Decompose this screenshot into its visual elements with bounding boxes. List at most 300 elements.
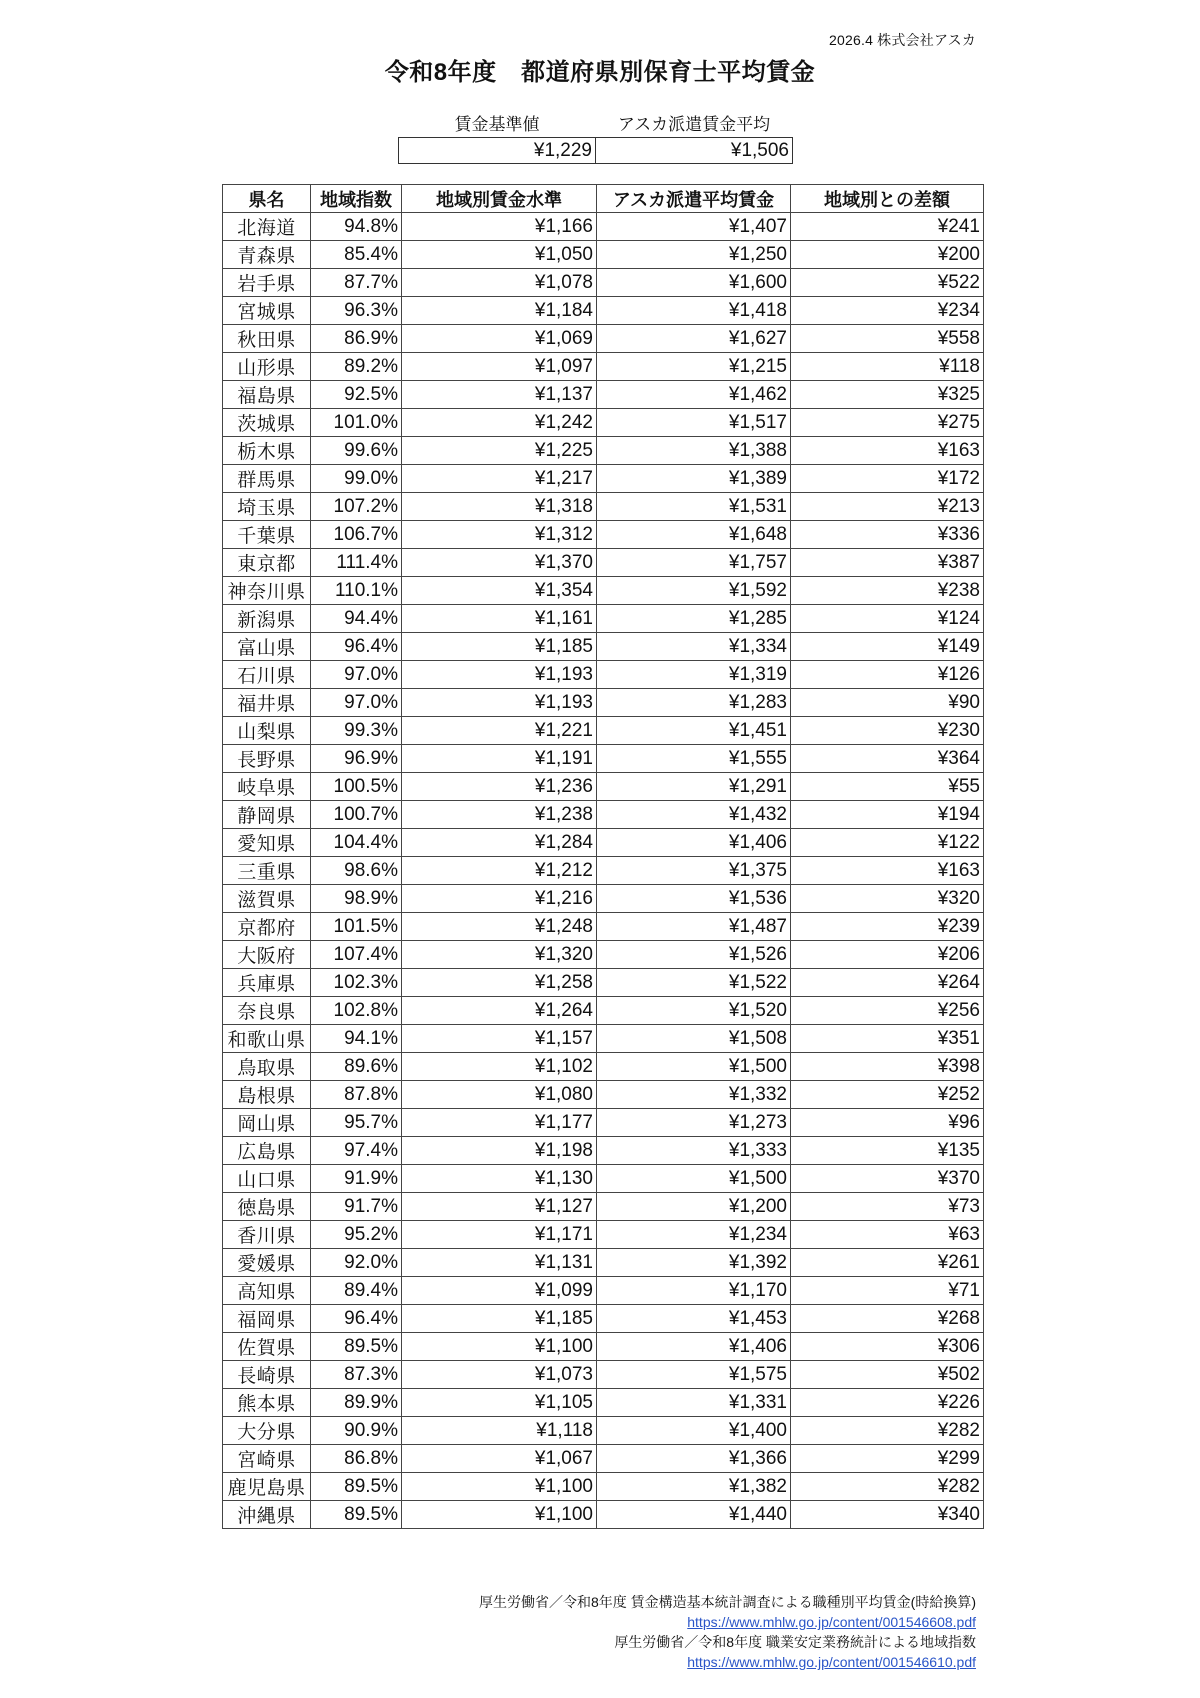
table-row bbox=[223, 1221, 984, 1249]
prefecture-cell: 岩手県 bbox=[223, 269, 311, 297]
prefecture-cell: 愛知県 bbox=[223, 829, 311, 857]
source-link-1[interactable]: https://www.mhlw.go.jp/content/001546608.pdf bbox=[687, 1614, 976, 1630]
regional-index-cell: 89.9% bbox=[311, 1389, 402, 1417]
difference-cell: ¥502 bbox=[791, 1361, 984, 1389]
regional-index-cell: 106.7% bbox=[311, 521, 402, 549]
regional-wage-cell: ¥1,212 bbox=[402, 857, 597, 885]
difference-cell: ¥122 bbox=[791, 829, 984, 857]
difference-cell: ¥336 bbox=[791, 521, 984, 549]
difference-cell: ¥261 bbox=[791, 1249, 984, 1277]
prefecture-cell: 徳島県 bbox=[223, 1193, 311, 1221]
difference-cell: ¥558 bbox=[791, 325, 984, 353]
table-row bbox=[223, 521, 984, 549]
table-row bbox=[223, 941, 984, 969]
table-row bbox=[223, 1445, 984, 1473]
regional-wage-cell: ¥1,157 bbox=[402, 1025, 597, 1053]
regional-wage-cell: ¥1,354 bbox=[402, 577, 597, 605]
summary-label-average: アスカ派遣賃金平均 bbox=[617, 115, 771, 134]
table-row bbox=[223, 969, 984, 997]
difference-cell: ¥299 bbox=[791, 1445, 984, 1473]
regional-wage-cell: ¥1,131 bbox=[402, 1249, 597, 1277]
table-row bbox=[223, 773, 984, 801]
regional-index-cell: 104.4% bbox=[311, 829, 402, 857]
regional-index-cell: 97.0% bbox=[311, 689, 402, 717]
asuka-wage-cell: ¥1,627 bbox=[597, 325, 791, 353]
regional-wage-cell: ¥1,099 bbox=[402, 1277, 597, 1305]
regional-index-cell: 100.5% bbox=[311, 773, 402, 801]
regional-index-cell: 98.6% bbox=[311, 857, 402, 885]
asuka-wage-cell: ¥1,366 bbox=[597, 1445, 791, 1473]
table-header-row bbox=[223, 185, 984, 213]
prefecture-cell: 香川県 bbox=[223, 1221, 311, 1249]
regional-wage-cell: ¥1,284 bbox=[402, 829, 597, 857]
regional-index-cell: 89.5% bbox=[311, 1333, 402, 1361]
prefecture-cell: 埼玉県 bbox=[223, 493, 311, 521]
regional-index-cell: 99.6% bbox=[311, 437, 402, 465]
difference-cell: ¥398 bbox=[791, 1053, 984, 1081]
regional-index-cell: 101.0% bbox=[311, 409, 402, 437]
asuka-wage-cell: ¥1,389 bbox=[597, 465, 791, 493]
prefecture-cell: 栃木県 bbox=[223, 437, 311, 465]
prefecture-cell: 神奈川県 bbox=[223, 577, 311, 605]
table-row bbox=[223, 381, 984, 409]
prefecture-cell: 長崎県 bbox=[223, 1361, 311, 1389]
regional-index-cell: 87.7% bbox=[311, 269, 402, 297]
regional-index-cell: 101.5% bbox=[311, 913, 402, 941]
table-row bbox=[223, 241, 984, 269]
asuka-wage-cell: ¥1,250 bbox=[597, 241, 791, 269]
difference-cell: ¥268 bbox=[791, 1305, 984, 1333]
asuka-wage-cell: ¥1,291 bbox=[597, 773, 791, 801]
asuka-wage-cell: ¥1,331 bbox=[597, 1389, 791, 1417]
regional-index-cell: 89.6% bbox=[311, 1053, 402, 1081]
difference-cell: ¥264 bbox=[791, 969, 984, 997]
regional-wage-cell: ¥1,127 bbox=[402, 1193, 597, 1221]
column-header-regional-index: 地域指数 bbox=[311, 185, 402, 213]
asuka-wage-cell: ¥1,332 bbox=[597, 1081, 791, 1109]
asuka-wage-cell: ¥1,319 bbox=[597, 661, 791, 689]
regional-wage-cell: ¥1,067 bbox=[402, 1445, 597, 1473]
regional-index-cell: 111.4% bbox=[311, 549, 402, 577]
asuka-wage-cell: ¥1,375 bbox=[597, 857, 791, 885]
regional-wage-cell: ¥1,137 bbox=[402, 381, 597, 409]
regional-wage-cell: ¥1,097 bbox=[402, 353, 597, 381]
difference-cell: ¥230 bbox=[791, 717, 984, 745]
prefecture-cell: 山梨県 bbox=[223, 717, 311, 745]
asuka-wage-cell: ¥1,526 bbox=[597, 941, 791, 969]
regional-index-cell: 110.1% bbox=[311, 577, 402, 605]
prefecture-cell: 千葉県 bbox=[223, 521, 311, 549]
regional-index-cell: 85.4% bbox=[311, 241, 402, 269]
regional-wage-cell: ¥1,166 bbox=[402, 213, 597, 241]
difference-cell: ¥73 bbox=[791, 1193, 984, 1221]
prefecture-cell: 山口県 bbox=[223, 1165, 311, 1193]
difference-cell: ¥234 bbox=[791, 297, 984, 325]
summary-value-base: ¥1,229 bbox=[399, 138, 596, 164]
asuka-wage-cell: ¥1,600 bbox=[597, 269, 791, 297]
regional-index-cell: 97.4% bbox=[311, 1137, 402, 1165]
difference-cell: ¥252 bbox=[791, 1081, 984, 1109]
table-row bbox=[223, 1249, 984, 1277]
prefecture-cell: 福島県 bbox=[223, 381, 311, 409]
regional-wage-cell: ¥1,312 bbox=[402, 521, 597, 549]
regional-wage-cell: ¥1,050 bbox=[402, 241, 597, 269]
regional-wage-cell: ¥1,236 bbox=[402, 773, 597, 801]
prefecture-cell: 鳥取県 bbox=[223, 1053, 311, 1081]
table-row bbox=[223, 885, 984, 913]
regional-index-cell: 91.9% bbox=[311, 1165, 402, 1193]
prefecture-cell: 兵庫県 bbox=[223, 969, 311, 997]
regional-wage-cell: ¥1,238 bbox=[402, 801, 597, 829]
table-row bbox=[223, 353, 984, 381]
table-row bbox=[223, 213, 984, 241]
prefecture-cell: 福井県 bbox=[223, 689, 311, 717]
regional-wage-cell: ¥1,069 bbox=[402, 325, 597, 353]
table-row bbox=[223, 1361, 984, 1389]
regional-index-cell: 96.4% bbox=[311, 1305, 402, 1333]
table-row bbox=[223, 1473, 984, 1501]
regional-wage-cell: ¥1,100 bbox=[402, 1473, 597, 1501]
prefecture-cell: 宮崎県 bbox=[223, 1445, 311, 1473]
regional-index-cell: 99.3% bbox=[311, 717, 402, 745]
difference-cell: ¥370 bbox=[791, 1165, 984, 1193]
asuka-wage-cell: ¥1,170 bbox=[597, 1277, 791, 1305]
table-row bbox=[223, 1305, 984, 1333]
regional-index-cell: 96.4% bbox=[311, 633, 402, 661]
regional-index-cell: 107.4% bbox=[311, 941, 402, 969]
difference-cell: ¥239 bbox=[791, 913, 984, 941]
regional-wage-cell: ¥1,258 bbox=[402, 969, 597, 997]
difference-cell: ¥149 bbox=[791, 633, 984, 661]
regional-index-cell: 102.8% bbox=[311, 997, 402, 1025]
asuka-wage-cell: ¥1,215 bbox=[597, 353, 791, 381]
regional-wage-cell: ¥1,185 bbox=[402, 1305, 597, 1333]
regional-wage-cell: ¥1,198 bbox=[402, 1137, 597, 1165]
difference-cell: ¥126 bbox=[791, 661, 984, 689]
asuka-wage-cell: ¥1,555 bbox=[597, 745, 791, 773]
asuka-wage-cell: ¥1,334 bbox=[597, 633, 791, 661]
source-note-1: 厚生労働省／令和8年度 賃金構造基本統計調査による職種別平均賃金(時給換算) bbox=[479, 1594, 976, 1610]
asuka-wage-cell: ¥1,234 bbox=[597, 1221, 791, 1249]
regional-index-cell: 91.7% bbox=[311, 1193, 402, 1221]
regional-index-cell: 92.5% bbox=[311, 381, 402, 409]
asuka-wage-cell: ¥1,392 bbox=[597, 1249, 791, 1277]
page-title: 令和8年度 都道府県別保育士平均賃金 bbox=[384, 59, 816, 86]
difference-cell: ¥522 bbox=[791, 269, 984, 297]
summary-table bbox=[398, 110, 793, 164]
table-row bbox=[223, 717, 984, 745]
asuka-wage-cell: ¥1,283 bbox=[597, 689, 791, 717]
regional-wage-cell: ¥1,193 bbox=[402, 661, 597, 689]
table-row bbox=[223, 549, 984, 577]
asuka-wage-cell: ¥1,200 bbox=[597, 1193, 791, 1221]
regional-index-cell: 95.7% bbox=[311, 1109, 402, 1137]
regional-index-cell: 95.2% bbox=[311, 1221, 402, 1249]
prefecture-cell: 静岡県 bbox=[223, 801, 311, 829]
difference-cell: ¥340 bbox=[791, 1501, 984, 1529]
difference-cell: ¥351 bbox=[791, 1025, 984, 1053]
table-row bbox=[223, 1333, 984, 1361]
asuka-wage-cell: ¥1,517 bbox=[597, 409, 791, 437]
difference-cell: ¥172 bbox=[791, 465, 984, 493]
difference-cell: ¥71 bbox=[791, 1277, 984, 1305]
asuka-wage-cell: ¥1,592 bbox=[597, 577, 791, 605]
prefecture-cell: 富山県 bbox=[223, 633, 311, 661]
table-row bbox=[223, 1137, 984, 1165]
asuka-wage-cell: ¥1,388 bbox=[597, 437, 791, 465]
table-row bbox=[223, 1081, 984, 1109]
difference-cell: ¥135 bbox=[791, 1137, 984, 1165]
regional-wage-cell: ¥1,242 bbox=[402, 409, 597, 437]
prefecture-cell: 滋賀県 bbox=[223, 885, 311, 913]
table-row bbox=[223, 437, 984, 465]
prefecture-cell: 東京都 bbox=[223, 549, 311, 577]
prefecture-cell: 青森県 bbox=[223, 241, 311, 269]
prefecture-cell: 長野県 bbox=[223, 745, 311, 773]
prefecture-cell: 沖縄県 bbox=[223, 1501, 311, 1529]
asuka-wage-cell: ¥1,575 bbox=[597, 1361, 791, 1389]
asuka-wage-cell: ¥1,432 bbox=[597, 801, 791, 829]
asuka-wage-cell: ¥1,407 bbox=[597, 213, 791, 241]
regional-index-cell: 89.5% bbox=[311, 1501, 402, 1529]
table-row bbox=[223, 1193, 984, 1221]
asuka-wage-cell: ¥1,453 bbox=[597, 1305, 791, 1333]
asuka-wage-cell: ¥1,418 bbox=[597, 297, 791, 325]
regional-wage-cell: ¥1,078 bbox=[402, 269, 597, 297]
table-row bbox=[223, 1025, 984, 1053]
asuka-wage-cell: ¥1,757 bbox=[597, 549, 791, 577]
regional-wage-cell: ¥1,073 bbox=[402, 1361, 597, 1389]
table-row bbox=[223, 661, 984, 689]
asuka-wage-cell: ¥1,648 bbox=[597, 521, 791, 549]
table-row bbox=[223, 269, 984, 297]
column-header-prefecture: 県名 bbox=[223, 185, 311, 213]
regional-index-cell: 98.9% bbox=[311, 885, 402, 913]
regional-wage-cell: ¥1,191 bbox=[402, 745, 597, 773]
difference-cell: ¥320 bbox=[791, 885, 984, 913]
difference-cell: ¥90 bbox=[791, 689, 984, 717]
table-row bbox=[223, 1277, 984, 1305]
regional-wage-cell: ¥1,370 bbox=[402, 549, 597, 577]
regional-wage-cell: ¥1,248 bbox=[402, 913, 597, 941]
asuka-wage-cell: ¥1,520 bbox=[597, 997, 791, 1025]
regional-index-cell: 96.3% bbox=[311, 297, 402, 325]
regional-wage-cell: ¥1,080 bbox=[402, 1081, 597, 1109]
asuka-wage-cell: ¥1,531 bbox=[597, 493, 791, 521]
regional-wage-cell: ¥1,318 bbox=[402, 493, 597, 521]
asuka-wage-cell: ¥1,522 bbox=[597, 969, 791, 997]
prefecture-cell: 秋田県 bbox=[223, 325, 311, 353]
prefecture-cell: 山形県 bbox=[223, 353, 311, 381]
regional-wage-cell: ¥1,105 bbox=[402, 1389, 597, 1417]
prefecture-cell: 大分県 bbox=[223, 1417, 311, 1445]
asuka-wage-cell: ¥1,440 bbox=[597, 1501, 791, 1529]
table-row bbox=[223, 689, 984, 717]
table-row bbox=[223, 1053, 984, 1081]
asuka-wage-cell: ¥1,333 bbox=[597, 1137, 791, 1165]
prefecture-cell: 愛媛県 bbox=[223, 1249, 311, 1277]
regional-wage-cell: ¥1,185 bbox=[402, 633, 597, 661]
table-row bbox=[223, 633, 984, 661]
regional-index-cell: 89.2% bbox=[311, 353, 402, 381]
regional-index-cell: 89.4% bbox=[311, 1277, 402, 1305]
regional-index-cell: 96.9% bbox=[311, 745, 402, 773]
difference-cell: ¥96 bbox=[791, 1109, 984, 1137]
difference-cell: ¥256 bbox=[791, 997, 984, 1025]
prefecture-cell: 群馬県 bbox=[223, 465, 311, 493]
asuka-wage-cell: ¥1,285 bbox=[597, 605, 791, 633]
prefecture-cell: 茨城県 bbox=[223, 409, 311, 437]
prefecture-cell: 奈良県 bbox=[223, 997, 311, 1025]
regional-index-cell: 86.9% bbox=[311, 325, 402, 353]
asuka-wage-cell: ¥1,500 bbox=[597, 1165, 791, 1193]
table-row bbox=[223, 577, 984, 605]
table-row bbox=[223, 1165, 984, 1193]
table-row bbox=[223, 745, 984, 773]
column-header-regional-wage: 地域別賃金水準 bbox=[402, 185, 597, 213]
table-row bbox=[223, 857, 984, 885]
table-row bbox=[223, 913, 984, 941]
source-notes bbox=[479, 1592, 976, 1672]
asuka-wage-cell: ¥1,451 bbox=[597, 717, 791, 745]
column-header-asuka-wage: アスカ派遣平均賃金 bbox=[597, 185, 791, 213]
regional-wage-cell: ¥1,177 bbox=[402, 1109, 597, 1137]
regional-index-cell: 99.0% bbox=[311, 465, 402, 493]
regional-index-cell: 107.2% bbox=[311, 493, 402, 521]
asuka-wage-cell: ¥1,406 bbox=[597, 829, 791, 857]
regional-wage-cell: ¥1,217 bbox=[402, 465, 597, 493]
summary-value-average: ¥1,506 bbox=[596, 138, 793, 164]
difference-cell: ¥238 bbox=[791, 577, 984, 605]
prefecture-cell: 石川県 bbox=[223, 661, 311, 689]
prefecture-cell: 大阪府 bbox=[223, 941, 311, 969]
difference-cell: ¥194 bbox=[791, 801, 984, 829]
regional-wage-cell: ¥1,221 bbox=[402, 717, 597, 745]
column-header-difference: 地域別との差額 bbox=[791, 185, 984, 213]
regional-index-cell: 97.0% bbox=[311, 661, 402, 689]
regional-wage-cell: ¥1,118 bbox=[402, 1417, 597, 1445]
prefecture-cell: 三重県 bbox=[223, 857, 311, 885]
table-row bbox=[223, 409, 984, 437]
difference-cell: ¥364 bbox=[791, 745, 984, 773]
prefecture-cell: 岡山県 bbox=[223, 1109, 311, 1137]
difference-cell: ¥282 bbox=[791, 1473, 984, 1501]
regional-wage-cell: ¥1,216 bbox=[402, 885, 597, 913]
asuka-wage-cell: ¥1,273 bbox=[597, 1109, 791, 1137]
regional-index-cell: 90.9% bbox=[311, 1417, 402, 1445]
regional-index-cell: 100.7% bbox=[311, 801, 402, 829]
difference-cell: ¥63 bbox=[791, 1221, 984, 1249]
regional-index-cell: 92.0% bbox=[311, 1249, 402, 1277]
regional-index-cell: 94.4% bbox=[311, 605, 402, 633]
difference-cell: ¥275 bbox=[791, 409, 984, 437]
dateline: 2026.4 株式会社アスカ bbox=[829, 32, 976, 48]
regional-wage-cell: ¥1,100 bbox=[402, 1501, 597, 1529]
asuka-wage-cell: ¥1,508 bbox=[597, 1025, 791, 1053]
regional-index-cell: 94.8% bbox=[311, 213, 402, 241]
summary-label-base: 賃金基準値 bbox=[454, 115, 540, 134]
prefecture-cell: 福岡県 bbox=[223, 1305, 311, 1333]
regional-wage-cell: ¥1,102 bbox=[402, 1053, 597, 1081]
prefecture-cell: 鹿児島県 bbox=[223, 1473, 311, 1501]
difference-cell: ¥124 bbox=[791, 605, 984, 633]
asuka-wage-cell: ¥1,382 bbox=[597, 1473, 791, 1501]
table-row bbox=[223, 465, 984, 493]
difference-cell: ¥241 bbox=[791, 213, 984, 241]
regional-index-cell: 102.3% bbox=[311, 969, 402, 997]
prefecture-cell: 和歌山県 bbox=[223, 1025, 311, 1053]
prefecture-cell: 京都府 bbox=[223, 913, 311, 941]
prefecture-cell: 広島県 bbox=[223, 1137, 311, 1165]
difference-cell: ¥325 bbox=[791, 381, 984, 409]
regional-wage-cell: ¥1,161 bbox=[402, 605, 597, 633]
regional-wage-cell: ¥1,320 bbox=[402, 941, 597, 969]
difference-cell: ¥387 bbox=[791, 549, 984, 577]
prefecture-cell: 高知県 bbox=[223, 1277, 311, 1305]
table-row bbox=[223, 829, 984, 857]
difference-cell: ¥226 bbox=[791, 1389, 984, 1417]
table-body bbox=[223, 213, 984, 1529]
regional-index-cell: 86.8% bbox=[311, 1445, 402, 1473]
regional-index-cell: 87.3% bbox=[311, 1361, 402, 1389]
asuka-wage-cell: ¥1,400 bbox=[597, 1417, 791, 1445]
prefecture-cell: 北海道 bbox=[223, 213, 311, 241]
difference-cell: ¥282 bbox=[791, 1417, 984, 1445]
asuka-wage-cell: ¥1,487 bbox=[597, 913, 791, 941]
difference-cell: ¥163 bbox=[791, 437, 984, 465]
source-link-2[interactable]: https://www.mhlw.go.jp/content/001546610.pdf bbox=[687, 1654, 976, 1670]
difference-cell: ¥200 bbox=[791, 241, 984, 269]
regional-index-cell: 94.1% bbox=[311, 1025, 402, 1053]
table-row bbox=[223, 605, 984, 633]
asuka-wage-cell: ¥1,500 bbox=[597, 1053, 791, 1081]
regional-wage-cell: ¥1,171 bbox=[402, 1221, 597, 1249]
difference-cell: ¥163 bbox=[791, 857, 984, 885]
wage-table bbox=[222, 184, 984, 1529]
prefecture-cell: 熊本県 bbox=[223, 1389, 311, 1417]
regional-index-cell: 87.8% bbox=[311, 1081, 402, 1109]
regional-wage-cell: ¥1,130 bbox=[402, 1165, 597, 1193]
table-row bbox=[223, 997, 984, 1025]
prefecture-cell: 島根県 bbox=[223, 1081, 311, 1109]
difference-cell: ¥306 bbox=[791, 1333, 984, 1361]
regional-wage-cell: ¥1,225 bbox=[402, 437, 597, 465]
table-row bbox=[223, 1389, 984, 1417]
regional-index-cell: 89.5% bbox=[311, 1473, 402, 1501]
difference-cell: ¥118 bbox=[791, 353, 984, 381]
prefecture-cell: 岐阜県 bbox=[223, 773, 311, 801]
prefecture-cell: 宮城県 bbox=[223, 297, 311, 325]
table-row bbox=[223, 1109, 984, 1137]
regional-wage-cell: ¥1,100 bbox=[402, 1333, 597, 1361]
asuka-wage-cell: ¥1,462 bbox=[597, 381, 791, 409]
difference-cell: ¥213 bbox=[791, 493, 984, 521]
difference-cell: ¥55 bbox=[791, 773, 984, 801]
table-row bbox=[223, 1417, 984, 1445]
table-row bbox=[223, 1501, 984, 1529]
prefecture-cell: 新潟県 bbox=[223, 605, 311, 633]
asuka-wage-cell: ¥1,536 bbox=[597, 885, 791, 913]
table-row bbox=[223, 325, 984, 353]
table-row bbox=[223, 801, 984, 829]
regional-wage-cell: ¥1,193 bbox=[402, 689, 597, 717]
table-row bbox=[223, 297, 984, 325]
regional-wage-cell: ¥1,184 bbox=[402, 297, 597, 325]
regional-wage-cell: ¥1,264 bbox=[402, 997, 597, 1025]
source-note-2: 厚生労働省／令和8年度 職業安定業務統計による地域指数 bbox=[614, 1634, 976, 1650]
asuka-wage-cell: ¥1,406 bbox=[597, 1333, 791, 1361]
difference-cell: ¥206 bbox=[791, 941, 984, 969]
